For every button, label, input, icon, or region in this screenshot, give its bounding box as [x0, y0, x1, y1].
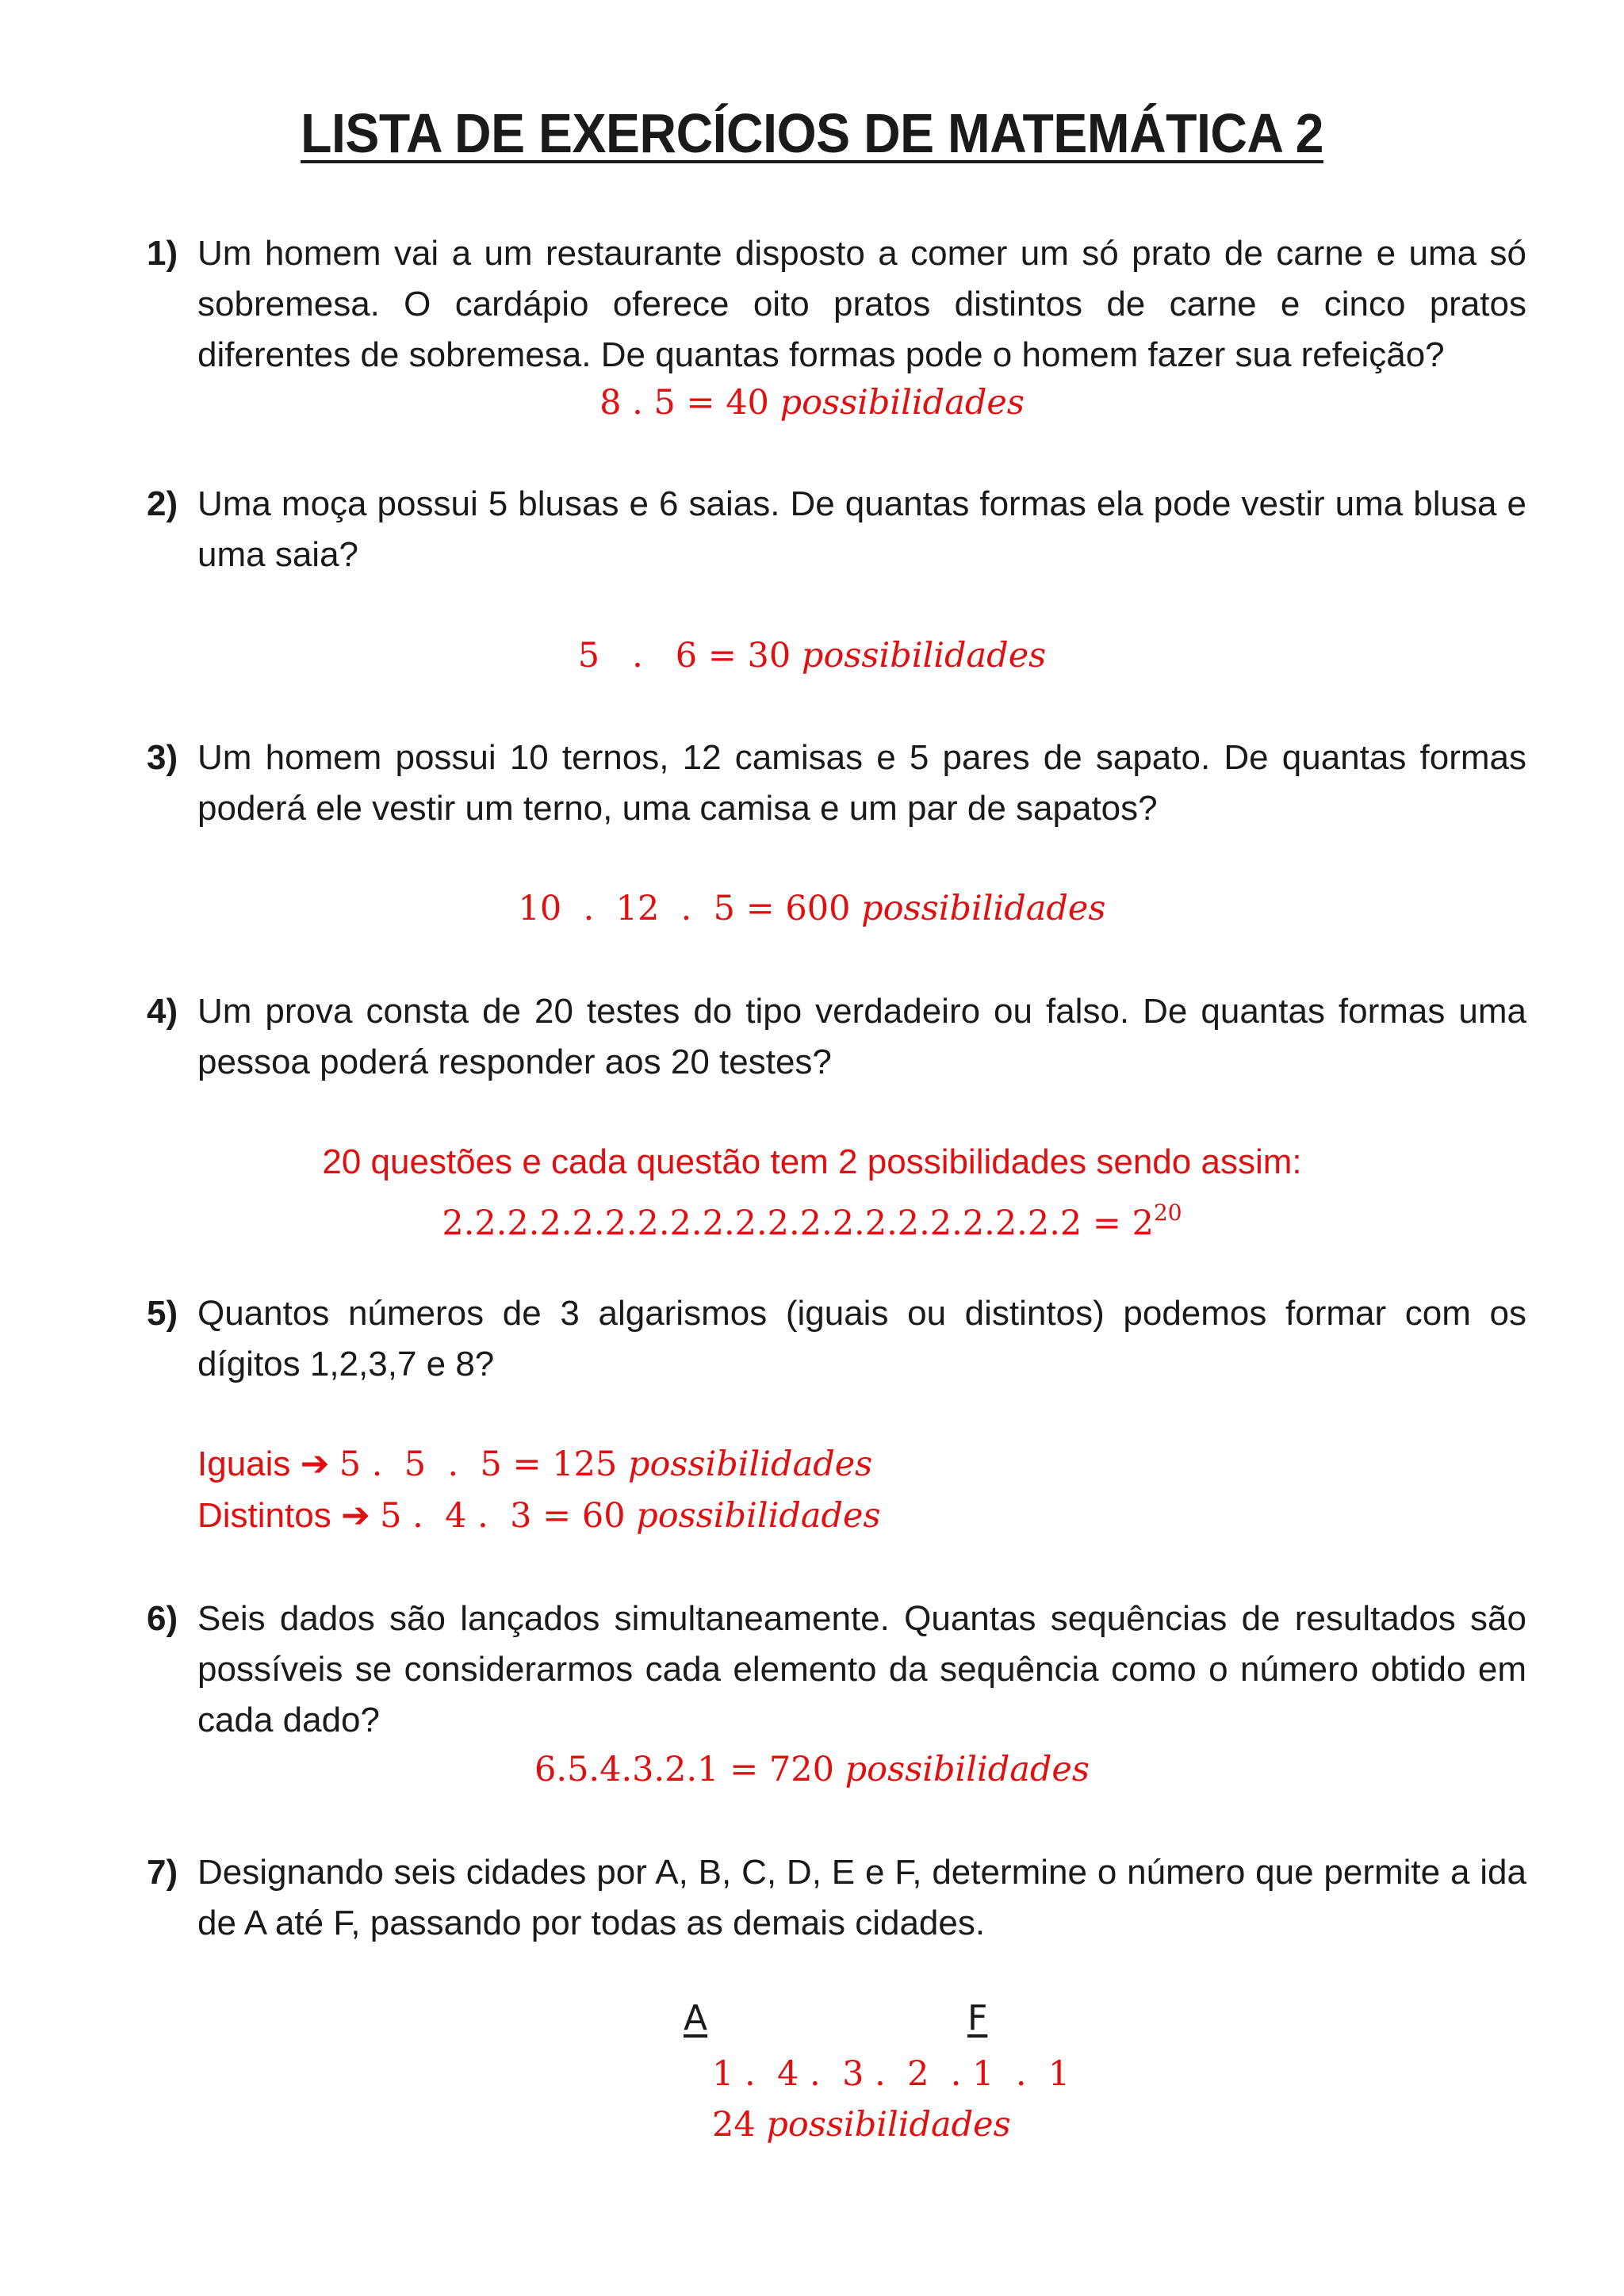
- question-7: [147, 1847, 1526, 1949]
- arrow-icon: ➔: [300, 1445, 330, 1483]
- answer-4: [0, 1188, 1624, 1249]
- answer-word: possibilidades: [779, 383, 1025, 423]
- answer-2: [0, 630, 1624, 681]
- answer-6: [0, 1744, 1624, 1795]
- answer-word: possibilidades: [801, 636, 1047, 675]
- question-2: [147, 479, 1526, 580]
- answer-math: 6.5.4.3.2.1 = 720: [534, 1750, 845, 1789]
- answer-5-line-1: [197, 1439, 872, 1490]
- answer-word: possibilidades: [636, 1496, 881, 1536]
- answer-7-result: [712, 2099, 1011, 2150]
- answer-number: 24: [712, 2105, 767, 2145]
- answer-math: 5 . 6 = 30: [577, 636, 802, 675]
- answer-5-line-2: [197, 1490, 881, 1541]
- document-title: LISTA DE EXERCÍCIOS DE MATEMÁTICA 2: [301, 102, 1323, 164]
- city-end-label: F: [967, 1998, 988, 2038]
- question-text: Um homem possui 10 ternos, 12 camisas e 5 pares de sapato. De quantas formas poderá ele vestir um terno, uma camisa e um par de sapatos?: [197, 738, 1526, 828]
- answer-math: 5 . 4 . 3 = 60: [380, 1496, 637, 1536]
- arrow-icon: ➔: [340, 1496, 370, 1535]
- question-number: 6): [147, 1599, 178, 1638]
- answer-1: [0, 377, 1624, 428]
- question-number: 7): [147, 1853, 178, 1892]
- question-3: [147, 733, 1526, 834]
- answer-word: possibilidades: [766, 2105, 1011, 2145]
- question-4: [147, 986, 1526, 1088]
- answer-math: 5 . 5 . 5 = 125: [339, 1445, 628, 1484]
- question-6: [147, 1594, 1526, 1746]
- question-text: Um homem vai a um restaurante disposto a comer um só prato de carne e uma só sobremesa. O cardápio oferece oito pratos distintos de carne e cinco pratos diferentes de sobremesa. De quantas formas pode o homem fazer sua refeição?: [197, 234, 1526, 374]
- question-number: 4): [147, 992, 178, 1031]
- answer-3: [0, 883, 1624, 934]
- answer-math: 8 . 5 = 40: [599, 383, 780, 423]
- answer-math: 1 . 4 . 3 . 2 . 1 . 1: [712, 2054, 1071, 2094]
- answer-word: possibilidades: [861, 889, 1106, 928]
- question-text: Um prova consta de 20 testes do tipo verdadeiro ou falso. De quantas formas uma pessoa poderá responder aos 20 testes?: [197, 992, 1526, 1081]
- question-text: Quantos números de 3 algarismos (iguais ou distintos) podemos formar com os dígitos 1,2,3,7 e 8?: [197, 1294, 1526, 1383]
- question-number: 3): [147, 738, 178, 777]
- answer-exponent: 20: [1153, 1200, 1182, 1226]
- answer-4-intro: 20 questões e cada questão tem 2 possibilidades sendo assim:: [322, 1142, 1302, 1181]
- answer-math: 10 . 12 . 5 = 600: [518, 889, 862, 928]
- question-text: Uma moça possui 5 blusas e 6 saias. De quantas formas ela pode vestir uma blusa e uma saia?: [197, 484, 1526, 574]
- question-1: [147, 228, 1526, 381]
- answer-label: Distintos: [197, 1496, 341, 1535]
- question-number: 2): [147, 484, 178, 523]
- question-number: 5): [147, 1294, 178, 1333]
- answer-7-math: [712, 2049, 1070, 2099]
- question-5: [147, 1288, 1526, 1390]
- question-number: 1): [147, 234, 178, 273]
- question-text: Seis dados são lançados simultaneamente. Quantas sequências de resultados são possíveis se considerarmos cada elemento da sequência como o número obtido em cada dado?: [197, 1599, 1526, 1739]
- question-text: Designando seis cidades por A, B, C, D, E e F, determine o número que permite a ida de A até F, passando por todas as demais cidades.: [197, 1853, 1526, 1942]
- answer-word: possibilidades: [845, 1750, 1090, 1789]
- answer-math: 2.2.2.2.2.2.2.2.2.2.2.2.2.2.2.2.2.2.2.2 = 2: [442, 1203, 1154, 1243]
- city-start-label: A: [684, 1998, 708, 2038]
- answer-label: Iguais: [197, 1445, 301, 1483]
- answer-word: possibilidades: [627, 1445, 873, 1484]
